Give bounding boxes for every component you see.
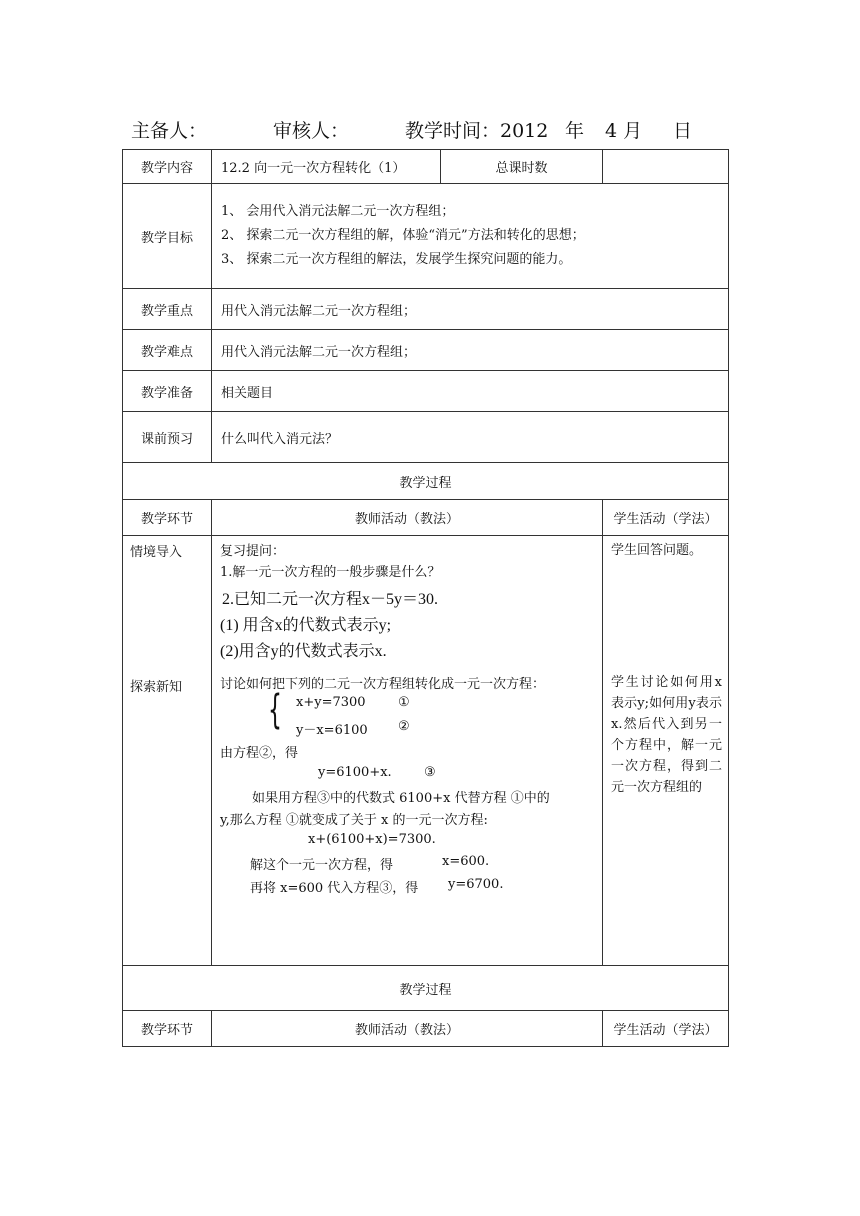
row-key-point	[123, 289, 729, 330]
content-label: 教学内容	[123, 150, 212, 184]
row-process-header-2	[123, 1011, 729, 1047]
goal-item: 3、 探索二元一次方程组的解法，发展学生探究问题的能力。	[221, 252, 572, 267]
reviewer-label: 审核人：	[273, 120, 350, 142]
review-heading: 复习提问：	[220, 544, 286, 559]
solve-text: 解这个一元一次方程，得	[250, 858, 394, 873]
goal-item: 2、 探索二元一次方程组的解，体验“消元”方法和转化的思想；	[221, 228, 585, 243]
row-process-header-1	[123, 500, 729, 536]
preview-label: 课前预习	[123, 412, 212, 463]
left-brace-icon: {	[268, 687, 282, 733]
substitution-line-1: 如果用方程③中的代数式 6100+x 代替方程 ①中的	[252, 791, 550, 806]
teacher-column-header: 教师活动（教法）	[212, 500, 603, 536]
equation-1: x+y=7300	[296, 695, 366, 710]
difficulty-label: 教学难点	[123, 330, 212, 371]
total-hours-label: 总课时数	[441, 150, 603, 184]
review-question-2a: (1) 用含x的代数式表示y;	[220, 617, 392, 634]
preparer-label: 主备人：	[131, 120, 208, 142]
student-column-header: 学生活动（学法）	[603, 500, 729, 536]
equation-2-marker: ②	[398, 719, 410, 734]
from-equation-2: 由方程②，得	[220, 746, 299, 761]
stage-situation-intro: 情境导入	[130, 545, 183, 560]
key-point-value: 用代入消元法解二元一次方程组；	[212, 289, 729, 330]
goals-list	[212, 184, 729, 289]
back-substitution-text: 再将 x=600 代入方程③，得	[250, 881, 419, 896]
equation-2: y－x=6100	[296, 723, 368, 738]
preview-value: 什么叫代入消元法？	[212, 412, 729, 463]
row-preparation	[123, 371, 729, 412]
row-preview	[123, 412, 729, 463]
teacher-column-header: 教师活动（教法）	[212, 1011, 603, 1047]
month-value: 4 月	[605, 120, 643, 142]
discussion-prompt: 讨论如何把下列的二元一次方程组转化成一元一次方程：	[220, 677, 546, 692]
student-activity-1: 学生回答问题。	[611, 543, 703, 558]
goals-label: 教学目标	[123, 184, 212, 289]
row-process-body	[123, 536, 729, 966]
student-activity-2: 学生讨论如何用x表示y;如何用y表示 x.然后代入到另一个方程中，解一元一次方程，得到二元一次方程组的	[611, 675, 722, 795]
back-substitution-result: y=6700.	[448, 877, 504, 892]
day-unit: 日	[673, 120, 693, 142]
one-variable-equation: x+(6100+x)=7300.	[308, 832, 436, 847]
row-goals	[123, 184, 729, 289]
equation-3-marker: ③	[424, 765, 436, 780]
stage-column-header: 教学环节	[123, 1011, 212, 1047]
teaching-time-label: 教学时间：2012	[405, 120, 549, 142]
total-hours-value	[603, 150, 729, 184]
review-question-2: 2.已知二元一次方程x－5y＝30.	[222, 591, 439, 608]
row-difficulty	[123, 330, 729, 371]
row-process-title-1	[123, 463, 729, 500]
process-title: 教学过程	[123, 463, 729, 500]
page-header	[131, 112, 731, 142]
substitution-line-2: y,那么方程 ①就变成了关于 x 的一元一次方程:	[220, 813, 488, 828]
preparation-value: 相关题目	[212, 371, 729, 412]
equation-1-marker: ①	[398, 695, 410, 710]
goal-item: 1、 会用代入消元法解二元一次方程组；	[221, 204, 455, 219]
key-point-label: 教学重点	[123, 289, 212, 330]
row-content	[123, 150, 729, 184]
content-value: 12.2 向一元一次方程转化（1）	[212, 150, 441, 184]
stage-explore-new: 探索新知	[130, 680, 183, 695]
student-column-header: 学生活动（学法）	[603, 1011, 729, 1047]
difficulty-value: 用代入消元法解二元一次方程组；	[212, 330, 729, 371]
student-activity-cell	[603, 536, 729, 966]
equation-3: y=6100+x.	[318, 765, 392, 780]
stage-cell	[123, 536, 212, 966]
lesson-plan-table	[122, 149, 729, 1047]
review-question-2b: (2)用含y的代数式表示x.	[220, 643, 387, 660]
solve-result: x=600.	[442, 854, 490, 869]
teacher-activity-cell	[212, 536, 603, 966]
row-process-title-2	[123, 966, 729, 1011]
process-title: 教学过程	[123, 966, 729, 1011]
stage-column-header: 教学环节	[123, 500, 212, 536]
preparation-label: 教学准备	[123, 371, 212, 412]
year-unit: 年	[565, 120, 585, 142]
review-question-1: 1.解一元一次方程的一般步骤是什么？	[220, 565, 441, 580]
